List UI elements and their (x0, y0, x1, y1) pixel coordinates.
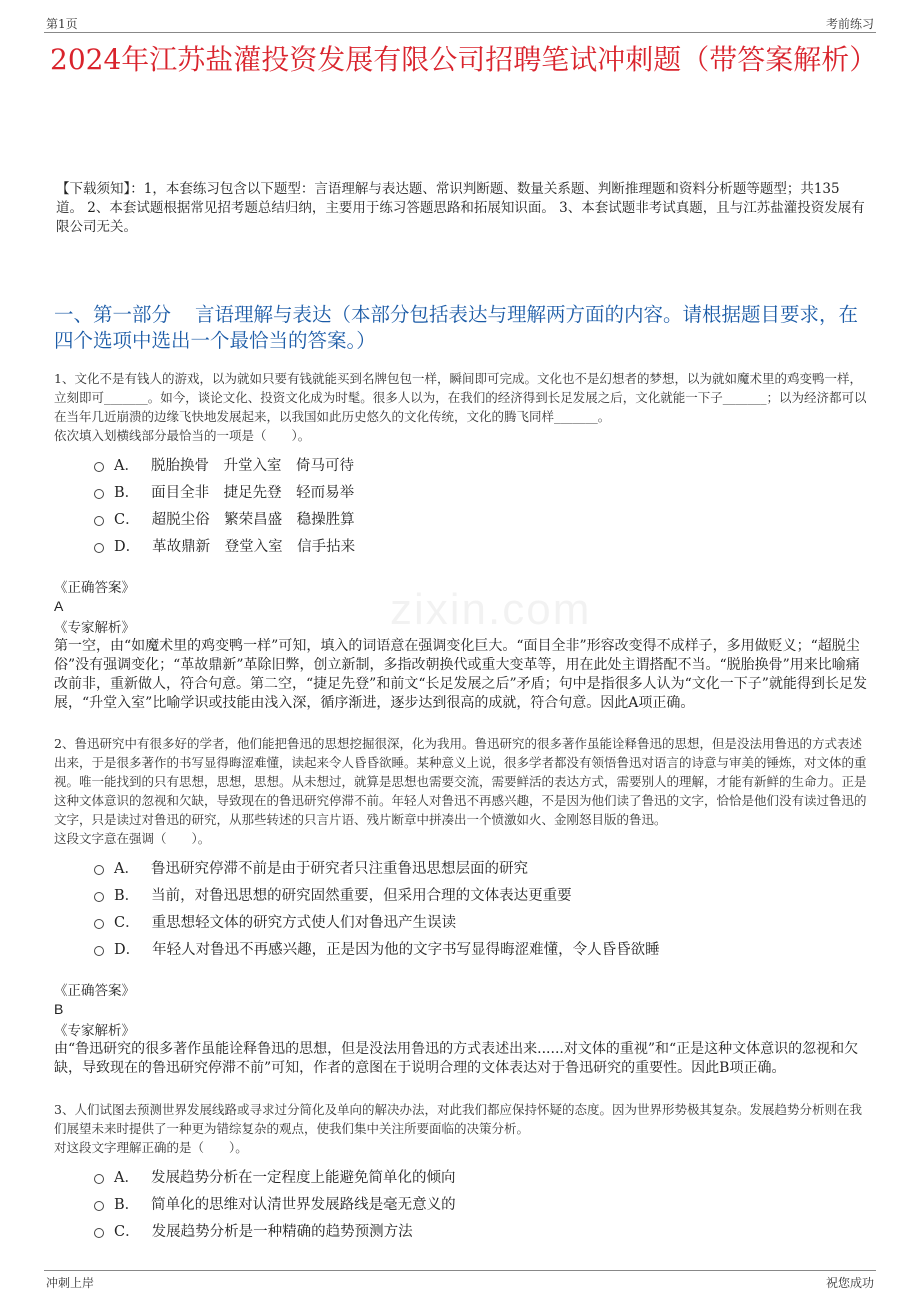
question-stem: 2、鲁迅研究中有很多好的学者，他们能把鲁迅的思想挖掘很深，化为我用。鲁迅研究的很多著作虽能诠释鲁迅的思想，但是没法用鲁迅的方式表述出来，于是很多著作的书写显得晦涩难懂，读起来令人昏昏欲睡。某种意义上说，很多学者都没有领悟鲁迅对语言的诗意与审美的锤炼，对文体的重视。唯一能找到的只有思想，思想，思想。从未想过，就算是思想也需要交流，需要鲜活的表达方式，需要别人的理解，才能有新鲜的生命力。正是这种文体意识的忽视和欠缺，导致现在的鲁迅研究停滞不前。年轻人对鲁迅不再感兴趣，不是因为他们读了鲁迅的文字，恰恰是他们没有读过鲁迅的文字，只是读过对鲁迅的研究，从那些转述的只言片语、残片断章中拼凑出一个愤激如火、金刚怒目版的鲁迅。 (54, 736, 867, 827)
question-stem: 3、人们试图去预测世界发展线路或寻求过分简化及单向的解决办法，对此我们都应保持怀疑的态度。因为世界形势极其复杂。发展趋势分析则在我们展望未来时提供了一种更为错综复杂的观点，使我们集中关注所要面临的决策分析。 (54, 1102, 862, 1136)
question-stem: 1、文化不是有钱人的游戏，以为就如只要有钱就能买到名牌包包一样，瞬间即可完成。文化也不是幻想者的梦想，以为就如魔术里的鸡变鸭一样，立刻即可_______。如今，谈论文化、投资文化成为时髦。很多人以为，在我们的经济得到长足发展之后，文化就能一下子_______；以为经济都可以在当年几近崩溃的边缘飞快地发展起来，以我国如此历史悠久的文化传统，文化的腾飞同样_______。 (54, 371, 867, 424)
option-a[interactable]: A． 脱胎换骨 升堂入室 倚马可待 (94, 451, 870, 478)
footer-left-label: 冲刺上岸 (46, 1276, 95, 1290)
option-c[interactable]: C． 超脱尘俗 繁荣昌盛 稳操胜算 (94, 505, 870, 532)
radio-icon[interactable] (94, 462, 104, 472)
option-c[interactable]: C． 重思想轻文体的研究方式使人们对鲁迅产生误读 (94, 908, 870, 935)
option-b[interactable]: B． 当前，对鲁迅思想的研究固然重要，但采用合理的文体表达更重要 (94, 881, 870, 908)
explanation-text: 第一空，由“如魔术里的鸡变鸭一样”可知，填入的词语意在强调变化巨大。“面目全非”形容改变得不成样子，多用做贬义；“超脱尘俗”没有强调变化；“革故鼎新”革除旧弊，创立新制，多指改朝换代或重大变革等，用在此处主谓搭配不当。“脱胎换骨”用来比喻痛改前非，重新做人，符合句意。第二空，“捷足先登”和前文“长足发展之后”矛盾；句中是指很多人认为“文化一下子”就能得到长足发展，“升堂入室”比喻学识或技能由浅入深，循序渐进，逐步达到很高的成就，符合句意。因此A项正确。 (54, 638, 867, 711)
answer-label: 《正确答案》 (54, 580, 135, 596)
section-number: 一、第一部分 (54, 303, 172, 326)
question-prompt: 对这段文字理解正确的是（ ）。 (54, 1140, 248, 1155)
section-heading (54, 302, 866, 354)
radio-icon[interactable] (94, 489, 104, 499)
option-list (94, 1163, 870, 1244)
question-prompt: 依次填入划横线部分最恰当的一项是（ ）。 (54, 428, 311, 443)
option-b[interactable]: B． 简单化的思维对认清世界发展路线是毫无意义的 (94, 1190, 870, 1217)
option-c[interactable]: C． 发展趋势分析是一种精确的趋势预测方法 (94, 1217, 870, 1244)
radio-icon[interactable] (94, 865, 104, 875)
watermark: zixin.com (390, 585, 592, 634)
question-1 (54, 369, 870, 713)
option-d[interactable]: D． 年轻人对鲁迅不再感兴趣，正是因为他的文字书写显得晦涩难懂，令人昏昏欲睡 (94, 935, 870, 962)
option-list (94, 854, 870, 962)
question-2 (54, 734, 870, 1078)
option-a[interactable]: A． 发展趋势分析在一定程度上能避免简单化的倾向 (94, 1163, 870, 1190)
radio-icon[interactable] (94, 516, 104, 526)
footer-right-label: 祝您成功 (825, 1276, 874, 1290)
explanation-label: 《专家解析》 (54, 620, 135, 636)
answer-value: A (54, 598, 64, 614)
page-footer (44, 1270, 876, 1291)
section-title-text: 言语理解与表达（本部分包括表达与理解两方面的内容。请根据题目要求，在四个选项中选出一个最恰当的答案。） (54, 303, 859, 352)
option-d[interactable]: D． 革故鼎新 登堂入室 信手拈来 (94, 532, 870, 559)
question-3 (54, 1100, 870, 1244)
radio-icon[interactable] (94, 892, 104, 902)
question-prompt: 这段文字意在强调（ ）。 (54, 831, 211, 846)
radio-icon[interactable] (94, 919, 104, 929)
page-header (44, 12, 876, 33)
answer-label: 《正确答案》 (54, 983, 135, 999)
download-notice: 【下载须知】：1，本套练习包含以下题型：言语理解与表达题、常识判断题、数量关系题、判断推理题和资料分析题等题型；共135道。 2、本套试题根据常见招考题总结归纳，主要用于练习答题思路和拓展知识面。 3、本套试题非考试真题，且与江苏盐灌投资发展有限公司无关。 (56, 181, 865, 235)
answer-value: B (54, 1001, 64, 1017)
page-number: 第1页 (46, 17, 78, 31)
option-b[interactable]: B． 面目全非 捷足先登 轻而易举 (94, 478, 870, 505)
radio-icon[interactable] (94, 1174, 104, 1184)
document-title: 2024年江苏盐灌投资发展有限公司招聘笔试冲刺题（带答案解析） (50, 43, 878, 76)
radio-icon[interactable] (94, 1228, 104, 1238)
explanation-label: 《专家解析》 (54, 1023, 135, 1039)
radio-icon[interactable] (94, 1201, 104, 1211)
header-label: 考前练习 (825, 17, 874, 31)
option-list (94, 451, 870, 559)
explanation-text: 由“鲁迅研究的很多著作虽能诠释鲁迅的思想，但是没法用鲁迅的方式表述出来......对文体的重视”和“正是这种文体意识的忽视和欠缺，导致现在的鲁迅研究停滞不前”可知，作者的意图在于说明合理的文体表达对于鲁迅研究的重要性。因此B项正确。 (54, 1041, 859, 1076)
radio-icon[interactable] (94, 543, 104, 553)
option-a[interactable]: A． 鲁迅研究停滞不前是由于研究者只注重鲁迅思想层面的研究 (94, 854, 870, 881)
radio-icon[interactable] (94, 946, 104, 956)
